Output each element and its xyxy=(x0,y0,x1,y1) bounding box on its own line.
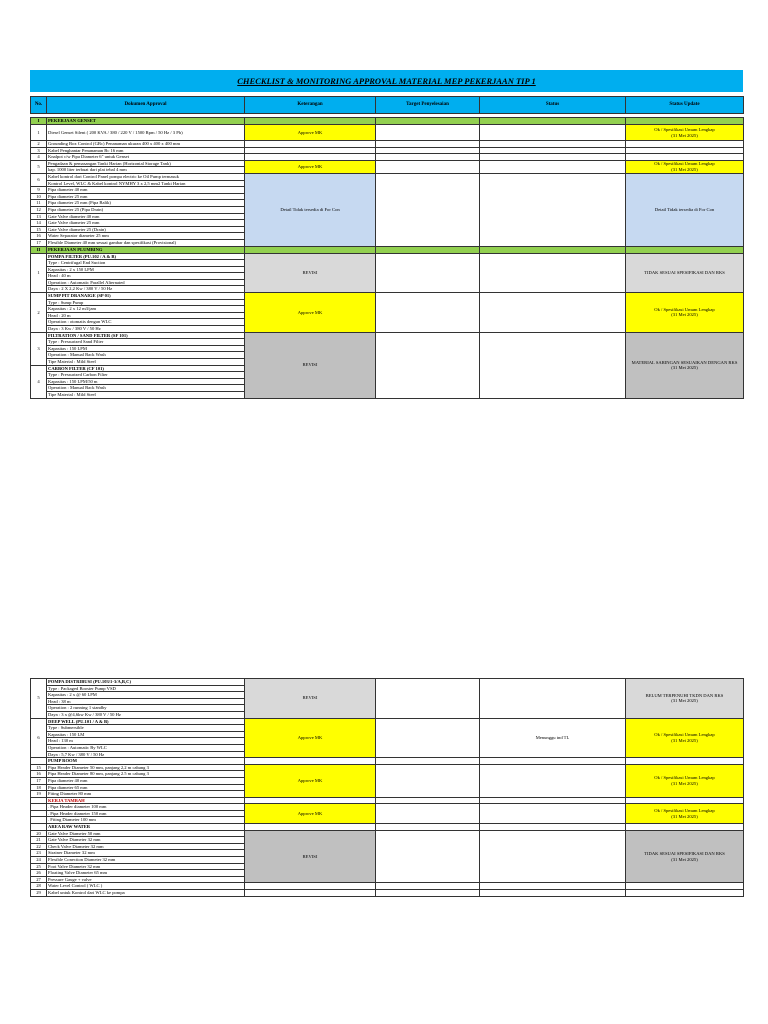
table-cell: 17 xyxy=(31,239,47,246)
table-cell xyxy=(376,141,480,148)
table-cell: (31 Mei 2025) xyxy=(671,856,698,862)
table-cell: Gate Valve diameter 40 mm xyxy=(47,213,245,220)
table-cell xyxy=(31,797,47,804)
table-cell xyxy=(480,332,626,398)
table-cell xyxy=(376,118,480,125)
table-cell xyxy=(31,824,47,831)
table-cell xyxy=(480,141,626,148)
table-cell: CARBON FILTER (CF 101) xyxy=(47,365,245,372)
table-cell xyxy=(376,758,480,765)
detail-not-available: Detail Tidak tersedia di For Con xyxy=(245,173,376,246)
table-row xyxy=(31,173,744,180)
table-cell: 3 xyxy=(31,147,47,154)
table-cell xyxy=(480,118,626,125)
table-cell: Kabel Penghantar Penanaman Bc 16 mm xyxy=(47,147,245,154)
table-cell: Grounding Box Control (GBc) Penanaman ukuran 400 x 400 x 400 mm xyxy=(47,141,245,148)
table-cell xyxy=(376,160,480,173)
table-cell: Approve MK xyxy=(245,125,376,141)
table-cell xyxy=(376,830,480,883)
table-cell: Kabel kontrol dari Control Panel pompa electric ke Oil Pump termasuk xyxy=(47,173,245,180)
table-cell: (31 Mei 2025) xyxy=(671,166,698,172)
table-cell xyxy=(480,764,626,797)
table-cell xyxy=(31,804,47,811)
subsection-pump-room xyxy=(31,758,744,765)
table-cell: FILTRATION / SAND FILTER (SF 101) xyxy=(47,332,245,339)
col-header-status: Status xyxy=(480,97,626,114)
table-cell: (31 Mei 2025) xyxy=(671,698,698,704)
table-cell: 6 xyxy=(31,173,47,186)
table-cell: TIDAK SESUAI SPESIFIKASI DAN RKS xyxy=(644,850,725,856)
table-cell xyxy=(376,890,480,897)
table-cell: 12 xyxy=(31,206,47,213)
table-cell: 15 xyxy=(31,764,47,771)
table-cell: Type : Submersible xyxy=(47,725,245,732)
table-cell xyxy=(480,890,626,897)
section-label: PEKERJAAN PLUMBING xyxy=(47,246,245,253)
table-cell xyxy=(245,154,376,161)
table-cell: Daya : 5,7 Kw / 380 V / 50 Hz xyxy=(47,751,245,758)
table-cell: Foot Valve Diameter 32 mm xyxy=(47,863,245,870)
table-cell: Daya : 3 x @4,6kw Kw / 380 V / 50 Hz xyxy=(47,711,245,718)
table-cell: 2 xyxy=(31,293,47,333)
table-row xyxy=(31,332,744,339)
table-cell xyxy=(245,118,376,125)
table-cell: Type : Pressurized Sand Filter xyxy=(47,339,245,346)
table-cell xyxy=(376,797,480,804)
table-cell xyxy=(376,147,480,154)
table-cell: Head : 20 m xyxy=(47,312,245,319)
section-row-genset xyxy=(31,118,744,125)
status-update-detail: Detail Tidak tersedia di For Con xyxy=(626,173,744,246)
table-cell: Kapasitas : 150 LPM xyxy=(47,345,245,352)
table-cell xyxy=(376,718,480,758)
status-update-belum-terpenuhi xyxy=(626,679,744,719)
table-cell xyxy=(480,246,626,253)
table-cell: 19 xyxy=(31,791,47,798)
table-cell: 4 xyxy=(31,365,47,398)
table-cell xyxy=(245,246,376,253)
status-update-ok xyxy=(626,125,744,141)
table-cell: 13 xyxy=(31,213,47,220)
table-cell: Ok / Spesifikasi Umum Lengkap xyxy=(654,161,715,167)
table-cell xyxy=(31,817,47,824)
table-cell: Head : 38 m xyxy=(47,698,245,705)
table-cell: Gate Valve Diameter 32 mm xyxy=(47,837,245,844)
table-cell xyxy=(245,758,376,765)
table-cell: 3 xyxy=(31,332,47,365)
table-cell: Kontrol Level, WLC & Kabel kontrol NYMHY 3 x 2,5 mm2 Tanki Harian xyxy=(47,180,245,187)
table-cell: Pipa diameter 40 mm xyxy=(47,187,245,194)
table-cell xyxy=(245,797,376,804)
table-cell: 23 xyxy=(31,850,47,857)
table-row xyxy=(31,883,744,890)
table-cell xyxy=(376,332,480,398)
table-cell: 16 xyxy=(31,771,47,778)
table-cell xyxy=(626,797,744,804)
table-cell: POMPA FILTER (PU.102 / A & B) xyxy=(47,253,245,260)
table-cell: Gate Valve diameter 25 (Drain) xyxy=(47,226,245,233)
table-row xyxy=(31,679,744,686)
status-update-tidak-sesuai xyxy=(626,830,744,883)
table-cell: 15 xyxy=(31,226,47,233)
table-cell: Ok / Spesifikasi Umum Lengkap xyxy=(654,732,715,738)
table-cell xyxy=(480,160,626,173)
table-row xyxy=(31,141,744,148)
table-cell: Ok / Spesifikasi Umum Lengkap xyxy=(654,775,715,781)
table-cell xyxy=(480,293,626,333)
table-cell: Head : 130 m xyxy=(47,738,245,745)
status-update-tidak-sesuai: TIDAK SESUAI SPESIFIKASI DAN RKS xyxy=(626,253,744,293)
col-header-status-update: Status Update xyxy=(626,97,744,114)
table-cell: 25 xyxy=(31,863,47,870)
table-row xyxy=(31,890,744,897)
status-update-material xyxy=(626,332,744,398)
table-row xyxy=(31,154,744,161)
table-cell: Water Separator diameter 25 mm xyxy=(47,233,245,240)
table-cell: PUMP ROOM xyxy=(47,758,245,765)
table-cell xyxy=(245,890,376,897)
table-cell: Flexible Diameter 40 mm sesuai gambar dan spesifikasi (Provisional) xyxy=(47,239,245,246)
table-cell: Daya : 3 Kw / 380 V / 50 Hz xyxy=(47,326,245,333)
table-cell: Ok / Spesifikasi Umum Lengkap xyxy=(654,808,715,814)
table-cell: 20 xyxy=(31,830,47,837)
table-cell: Pipa diameter 25 mm xyxy=(47,193,245,200)
table-cell: Operation : Automatic By WLC xyxy=(47,744,245,751)
table-cell: POMPA DISTRIBUSI (PU.103/1-3/A,B,C) xyxy=(47,679,245,686)
table-cell: 21 xyxy=(31,837,47,844)
table-cell xyxy=(376,154,480,161)
table-cell xyxy=(245,147,376,154)
table-cell: Pengadaan & pemasangan Tanki Harian (Horizontal Storage Tank) xyxy=(47,160,245,167)
table-cell: DEEP WELL (PU.101 / A & B) xyxy=(47,718,245,725)
table-cell xyxy=(376,804,480,824)
status-update-ok xyxy=(626,804,744,824)
table-cell xyxy=(31,810,47,817)
table-cell: Approve MK xyxy=(245,718,376,758)
table-cell: Pressure Gauge + valve xyxy=(47,876,245,883)
table-cell xyxy=(376,246,480,253)
table-cell: 28 xyxy=(31,883,47,890)
table-cell xyxy=(480,154,626,161)
table-cell: 26 xyxy=(31,870,47,877)
table-cell: 14 xyxy=(31,220,47,227)
table-cell xyxy=(626,147,744,154)
table-cell: Pipa Header Diameter 50 mm, panjang 2,2 m cabang 3 xyxy=(47,764,245,771)
status-update-ok xyxy=(626,293,744,333)
table-cell xyxy=(480,824,626,831)
table-cell: 10 xyxy=(31,193,47,200)
table-cell: (31 Mei 2025) xyxy=(671,780,698,786)
status-menunggu: Menunggu tnd TL xyxy=(480,718,626,758)
col-header-no: No. xyxy=(31,97,47,114)
table-cell: AREA RAW WATER xyxy=(47,824,245,831)
table-cell: Approve MK xyxy=(245,804,376,824)
col-header-keterangan: Keterangan xyxy=(245,97,376,114)
table-cell: Operation : Manual Back Wash xyxy=(47,385,245,392)
table-cell: 6 xyxy=(31,718,47,758)
table-cell: Pipa diameter 25 mm (Pipa Balik) xyxy=(47,200,245,207)
table-cell: Tipe Material : Mild Steel xyxy=(47,359,245,366)
table-cell: 4 xyxy=(31,154,47,161)
table-cell: II xyxy=(31,246,47,253)
subsection-raw-water xyxy=(31,824,744,831)
table-cell: BELUM TERPENUHI TKDN DAN RKS xyxy=(645,692,724,698)
table-cell: MATERIAL SARINGAN SESUAIKAN DENGAN RKS xyxy=(631,359,738,365)
table-cell: Kabel untuk Kontrol dari WLC ke pompa xyxy=(47,890,245,897)
document-title: CHECKLIST & MONITORING APPROVAL MATERIAL MEP PEKERJAAN TIP 1 xyxy=(237,76,536,86)
table-cell: Type : Packaged Booster Pump VSD xyxy=(47,685,245,692)
table-cell xyxy=(480,804,626,824)
table-cell: KERJA TAMBAH xyxy=(47,797,245,804)
table-cell: Floating Valve Diameter 65 mm xyxy=(47,870,245,877)
table-cell: Head : 40 m xyxy=(47,273,245,280)
status-update-ok xyxy=(626,764,744,797)
table-header-row xyxy=(31,97,744,114)
table-cell: Kapasitas : 2 x 12 m3/jam xyxy=(47,306,245,313)
table-cell: Daya : 2 X 2,2 Kw / 380 V / 50 Hz xyxy=(47,286,245,293)
table-cell: Tipe Material : Mild Steel xyxy=(47,391,245,398)
table-cell: Kapasitas : 150 LPM/50 m xyxy=(47,378,245,385)
col-header-target: Target Penyelesaian xyxy=(376,97,480,114)
table-cell: Diesel Genset Silent ( 200 KVA / 380 / 220 V / 1500 Rpm / 50 Hz / 3 Ph) xyxy=(47,125,245,141)
table-cell: 29 xyxy=(31,890,47,897)
table-cell: 1 xyxy=(31,125,47,141)
table-row xyxy=(31,253,744,260)
table-cell: Operation : Manual Back Wash xyxy=(47,352,245,359)
table-cell: Approve MK xyxy=(245,293,376,333)
table-cell: 1 xyxy=(31,253,47,293)
table-cell: . Pipa Header diameter 100 mm xyxy=(47,804,245,811)
table-row xyxy=(31,764,744,771)
table-row xyxy=(31,804,744,811)
table-cell: 9 xyxy=(31,187,47,194)
table-cell xyxy=(626,883,744,890)
table-cell: 2 xyxy=(31,141,47,148)
checklist-table-page-2 xyxy=(30,678,743,897)
table-cell: Flexible Conection Diameter 32 mm xyxy=(47,857,245,864)
table-cell xyxy=(480,253,626,293)
table-cell: Ok / Spesifikasi Umum Lengkap xyxy=(654,306,715,312)
table-cell: (31 Mei 2025) xyxy=(671,132,698,138)
table-cell: I xyxy=(31,118,47,125)
table-cell xyxy=(480,679,626,719)
table-cell: . Fiting Diameter 100 mm xyxy=(47,817,245,824)
table-cell: REVISI xyxy=(245,830,376,883)
table-cell xyxy=(626,824,744,831)
subsection-kerja-tambah xyxy=(31,797,744,804)
table-cell: 11 xyxy=(31,200,47,207)
table-cell: REVISI xyxy=(245,679,376,719)
table-cell: (31 Mei 2025) xyxy=(671,312,698,318)
table-cell: SUMP PIT DRANAIGE (SP 01) xyxy=(47,293,245,300)
table-row xyxy=(31,830,744,837)
table-cell: Type : Centrifugal End Suction xyxy=(47,260,245,267)
section-label: PEKERJAAN GENSET xyxy=(47,118,245,125)
table-cell: Strainer Diameter 32 mm xyxy=(47,850,245,857)
table-cell: Gate Valve diameter 25 mm xyxy=(47,220,245,227)
table-cell: 24 xyxy=(31,857,47,864)
table-cell xyxy=(480,147,626,154)
table-row xyxy=(31,293,744,300)
table-cell: Pipa diameter 25 (Pipa Drain) xyxy=(47,206,245,213)
table-cell: Pipa diameter 40 mm xyxy=(47,777,245,784)
table-cell xyxy=(376,883,480,890)
table-cell: 5 xyxy=(31,160,47,173)
keterangan-revisi: REVISI xyxy=(245,332,376,398)
col-header-dokumen: Dokumen Approval xyxy=(47,97,245,114)
table-row xyxy=(31,718,744,725)
table-cell: Ok / Spesifikasi Umum Lengkap xyxy=(654,126,715,132)
table-cell: Operation : otomatis dengan WLC xyxy=(47,319,245,326)
table-row xyxy=(31,160,744,167)
table-cell: Check Valve Diameter 32 mm xyxy=(47,843,245,850)
keterangan-revisi: REVISI xyxy=(245,253,376,293)
table-cell: Pipa diameter 65 mm xyxy=(47,784,245,791)
table-cell: Approve MK xyxy=(245,160,376,173)
table-cell xyxy=(376,824,480,831)
table-cell xyxy=(376,125,480,141)
table-cell: (31 Mei 2025) xyxy=(671,365,698,371)
table-cell xyxy=(480,797,626,804)
table-cell xyxy=(480,830,626,883)
table-cell: Type : Sump Pump xyxy=(47,299,245,306)
document-title-bar xyxy=(30,70,743,92)
status-update-ok xyxy=(626,160,744,173)
table-cell xyxy=(31,758,47,765)
table-cell: Knalpot c/w Pipa Diameter 6" untuk Genset xyxy=(47,154,245,161)
table-cell: Type : Pressurized Carbon Filter xyxy=(47,372,245,379)
table-cell xyxy=(626,154,744,161)
table-cell: Pipa Header Diameter 80 mm, panjang 2.5 m cabang 3 xyxy=(47,771,245,778)
table-row xyxy=(31,125,744,141)
checklist-table-page-1 xyxy=(30,96,743,399)
table-cell: 22 xyxy=(31,843,47,850)
table-cell: (31 Mei 2025) xyxy=(671,737,698,743)
table-cell xyxy=(245,824,376,831)
table-cell: 17 xyxy=(31,777,47,784)
table-cell: 5 xyxy=(31,679,47,719)
table-cell: 18 xyxy=(31,784,47,791)
table-cell xyxy=(245,883,376,890)
table-cell xyxy=(480,125,626,141)
table-row xyxy=(31,147,744,154)
table-cell: Kapasitas : 2 x @ 60 LPM xyxy=(47,692,245,699)
table-cell xyxy=(626,118,744,125)
table-cell xyxy=(376,679,480,719)
table-cell xyxy=(626,758,744,765)
table-cell: Operation : Automatic Parallel Alternated xyxy=(47,279,245,286)
table-cell: 16 xyxy=(31,233,47,240)
table-cell xyxy=(626,890,744,897)
table-cell xyxy=(376,764,480,797)
table-cell xyxy=(480,883,626,890)
table-cell: Approve MK xyxy=(245,764,376,797)
section-row-plumbing xyxy=(31,246,744,253)
table-cell: . Pipa Header diameter 150 mm xyxy=(47,810,245,817)
table-cell xyxy=(480,173,626,246)
table-cell xyxy=(480,758,626,765)
table-cell xyxy=(626,246,744,253)
table-cell: Gate Valve Diameter 50 mm xyxy=(47,830,245,837)
table-cell: Fiting Diameter 80 mm xyxy=(47,791,245,798)
status-update-ok xyxy=(626,718,744,758)
table-cell: 27 xyxy=(31,876,47,883)
table-cell: Water Level Control ( WLC ) xyxy=(47,883,245,890)
table-cell: Operation : 2 running 1 standby xyxy=(47,705,245,712)
table-cell xyxy=(376,173,480,246)
table-cell xyxy=(376,253,480,293)
table-cell: Kapasitas : 2 x 150 LPM xyxy=(47,266,245,273)
table-cell xyxy=(626,141,744,148)
table-cell: kap. 1000 liter terbuat dari plat tebal 4 mm xyxy=(47,167,245,174)
table-cell xyxy=(376,293,480,333)
table-cell: Kapasitas : 150 LM xyxy=(47,731,245,738)
table-cell: (31 Mei 2025) xyxy=(671,813,698,819)
table-cell xyxy=(245,141,376,148)
